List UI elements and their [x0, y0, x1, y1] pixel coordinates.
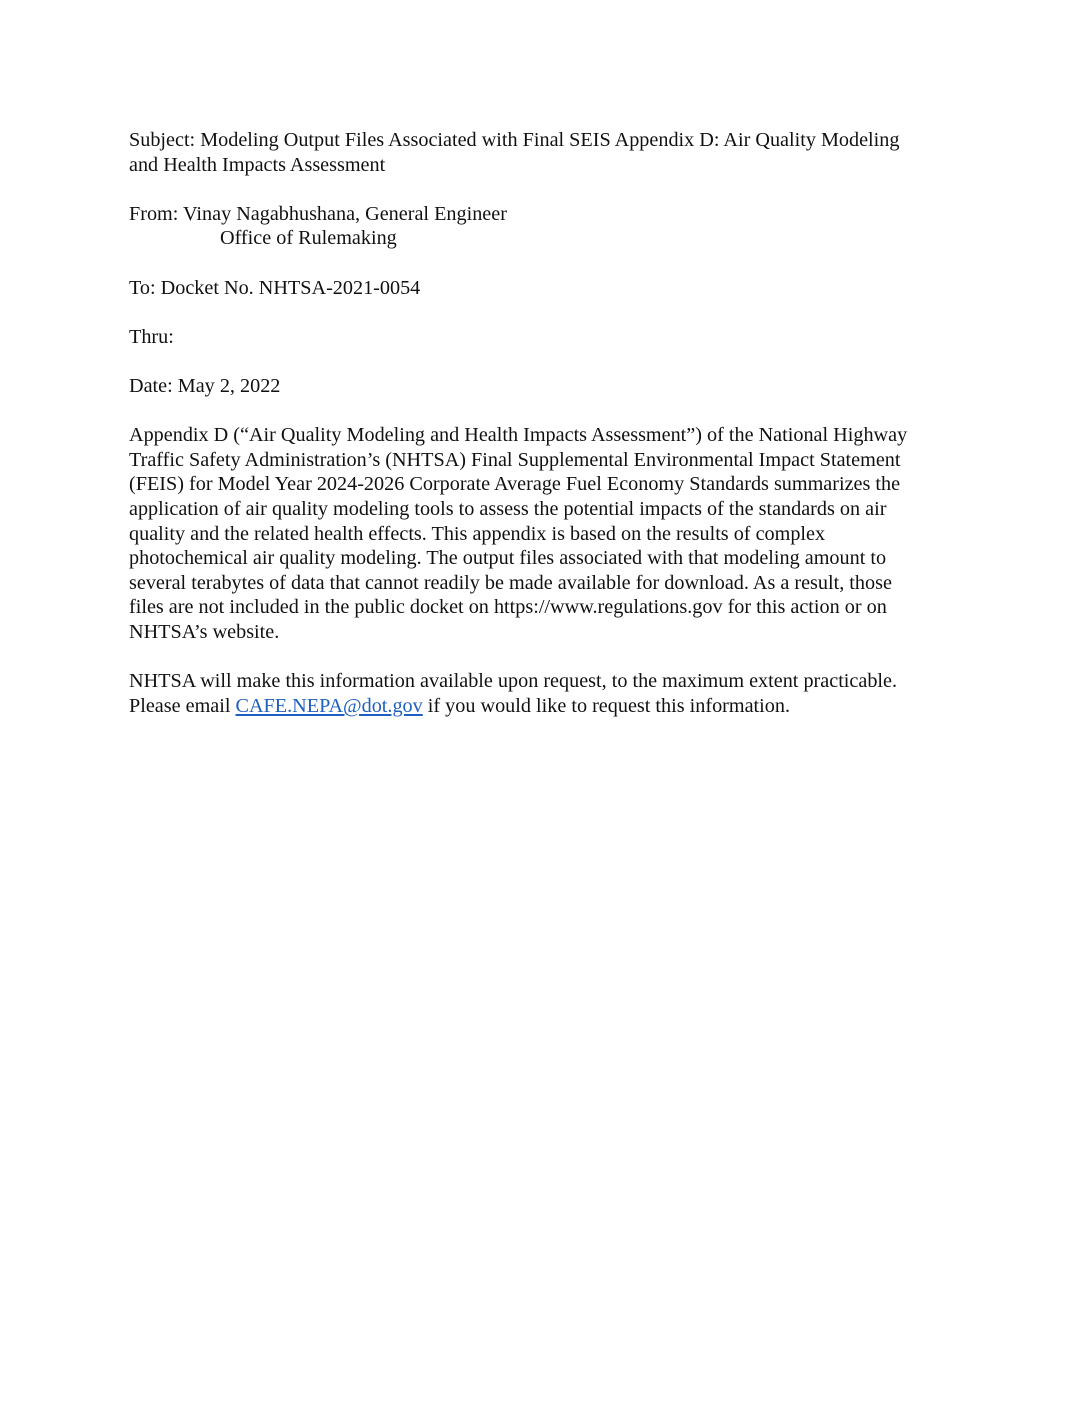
paragraph-2-suffix: if you would like to request this information. — [422, 694, 790, 717]
paragraph-1-line: Traffic Safety Administration’s (NHTSA) Final Supplemental Environmental Impact Statement — [129, 448, 901, 471]
from-office-line: Office of Rulemaking — [220, 227, 397, 250]
paragraph-2-line-2 — [129, 694, 959, 719]
thru-line: Thru: — [129, 325, 174, 348]
thru-block — [129, 325, 959, 350]
from-block — [129, 202, 959, 251]
subject-line-2: and Health Impacts Assessment — [129, 153, 386, 176]
from-line: From: Vinay Nagabhushana, General Engineer — [129, 202, 507, 225]
paragraph-1-line: (FEIS) for Model Year 2024-2026 Corporate Average Fuel Economy Standards summarizes the — [129, 473, 901, 496]
paragraph-2-line-1: NHTSA will make this information available upon request, to the maximum extent practicable. — [129, 670, 898, 693]
email-link[interactable]: CAFE.NEPA@dot.gov — [235, 694, 423, 717]
paragraph-1-line: files are not included in the public docket on https://www.regulations.gov for this action or on — [129, 596, 887, 619]
date-block — [129, 374, 959, 399]
memo-content — [129, 128, 959, 718]
paragraph-2-prefix: Please email — [129, 694, 236, 717]
to-line: To: Docket No. NHTSA-2021-0054 — [129, 276, 421, 299]
paragraph-1-line: photochemical air quality modeling. The output files associated with that modeling amount to — [129, 547, 887, 570]
body-paragraph-1 — [129, 423, 959, 644]
subject-block — [129, 128, 959, 177]
paragraph-1-line: several terabytes of data that cannot readily be made available for download. As a result, those — [129, 571, 892, 594]
paragraph-1-line: quality and the related health effects. This appendix is based on the results of complex — [129, 522, 826, 545]
to-block — [129, 276, 959, 301]
subject-line-1: Subject: Modeling Output Files Associated with Final SEIS Appendix D: Air Quality Modeling — [129, 129, 900, 151]
body-paragraph-2 — [129, 669, 959, 718]
paragraph-1-line: application of air quality modeling tools to assess the potential impacts of the standards on air — [129, 497, 887, 520]
paragraph-1-line: Appendix D (“Air Quality Modeling and Health Impacts Assessment”) of the National Highway — [129, 424, 908, 447]
paragraph-1-line: NHTSA’s website. — [129, 620, 280, 643]
date-line: Date: May 2, 2022 — [129, 374, 281, 397]
